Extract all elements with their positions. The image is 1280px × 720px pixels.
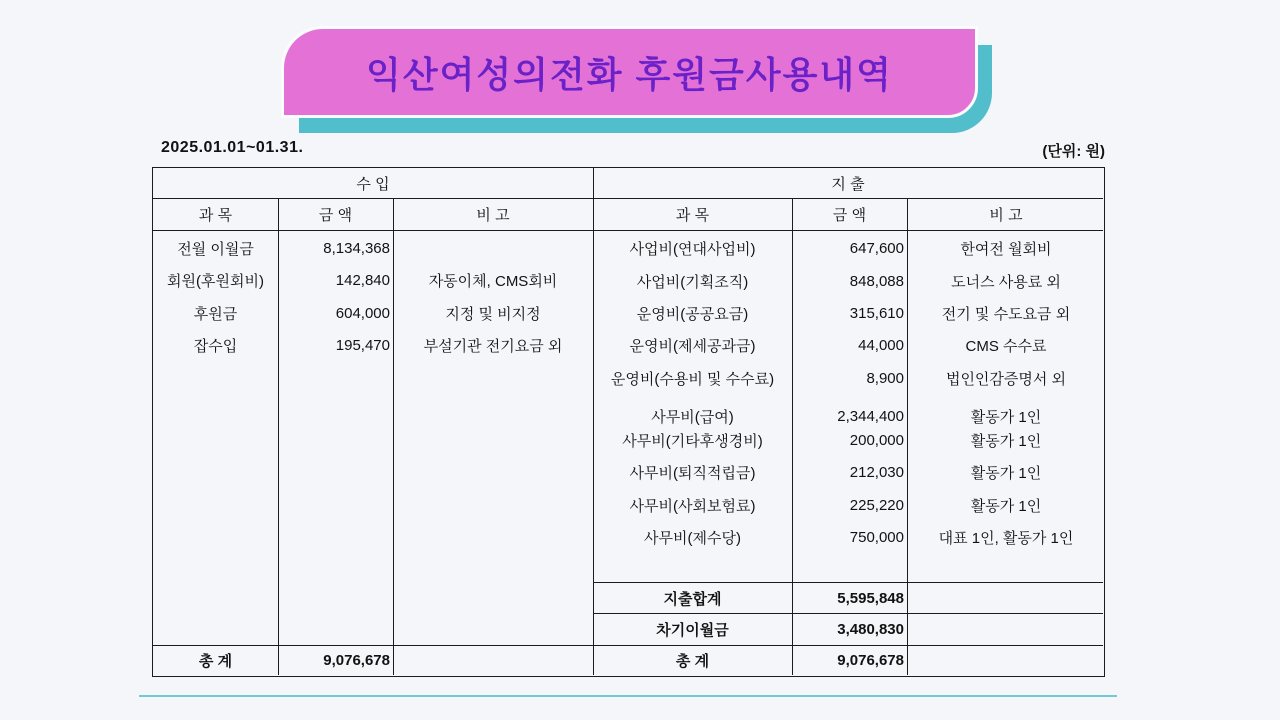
income-note (393, 237, 593, 259)
expense-category: 사업비(기획조직) (636, 273, 749, 291)
expense-col-amount: 금 액 (832, 206, 867, 224)
income-note: 자동이체, CMS회비 (428, 272, 558, 290)
income-row (153, 237, 593, 259)
income-category: 전월 이월금 (177, 240, 254, 258)
income-amount: 195,470 (335, 336, 390, 354)
expense-category: 사무비(사회보험료) (629, 497, 756, 515)
expense-row (593, 429, 1105, 451)
expense-amount: 212,030 (849, 463, 904, 481)
expense-category: 운영비(공공요금) (636, 305, 749, 323)
income-col-category: 과 목 (198, 206, 233, 224)
expense-note: 전기 및 수도요금 외 (941, 305, 1071, 323)
expense-section-header: 지 출 (831, 175, 865, 193)
expense-row (593, 237, 1105, 259)
expense-note: 대표 1인, 활동가 1인 (938, 529, 1074, 547)
expense-total-label: 총 계 (675, 653, 710, 670)
expense-subtotal-label: 지출합계 (663, 590, 722, 608)
income-category: 후원금 (193, 305, 238, 323)
expense-row (593, 405, 1105, 427)
expense-amount: 848,088 (849, 272, 904, 290)
income-note: 지정 및 비지정 (445, 305, 541, 323)
bottom-divider (139, 695, 1117, 697)
expense-category: 사업비(연대사업비) (629, 240, 756, 258)
income-note: 부설기관 전기요금 외 (423, 337, 563, 355)
title-banner (281, 26, 978, 118)
expense-col-note: 비 고 (989, 206, 1023, 224)
expense-total-amount: 9,076,678 (837, 652, 904, 669)
expense-amount: 200,000 (849, 431, 904, 449)
expense-note: 도너스 사용료 외 (951, 273, 1061, 291)
finance-table (152, 167, 1105, 677)
expense-amount: 750,000 (849, 528, 904, 546)
expense-carryover-label: 차기이월금 (656, 622, 729, 639)
expense-category: 사무비(기타후생경비) (622, 432, 763, 450)
expense-note: 한여전 월회비 (960, 240, 1052, 258)
expense-category: 사무비(퇴직적립금) (629, 464, 756, 482)
table-line (153, 230, 1103, 231)
expense-category: 운영비(제세공과금) (629, 337, 756, 355)
expense-row (593, 461, 1105, 483)
income-col-amount: 금 액 (318, 206, 353, 224)
expense-note: CMS 수수료 (965, 337, 1047, 355)
expense-col-category: 과 목 (675, 206, 710, 224)
page-title: 익산여성의전화 후원금사용내역 (366, 53, 893, 95)
expense-amount: 2,344,400 (837, 407, 904, 425)
expense-category: 사무비(제수당) (644, 529, 741, 547)
expense-amount: 44,000 (858, 336, 904, 354)
expense-category: 운영비(수용비 및 수수료) (610, 370, 775, 388)
income-amount: 8,134,368 (323, 239, 390, 257)
income-category: 회원(후원회비) (167, 272, 264, 290)
expense-note: 활동가 1인 (970, 464, 1042, 482)
income-amount: 142,840 (335, 271, 390, 289)
income-row (153, 269, 593, 291)
expense-row (593, 270, 1105, 292)
income-category: 잡수입 (193, 337, 238, 355)
income-row (153, 302, 593, 324)
expense-note: 활동가 1인 (970, 432, 1042, 450)
expense-row (593, 334, 1105, 356)
income-amount: 604,000 (335, 304, 390, 322)
income-row (153, 334, 593, 356)
income-total-label: 총 계 (198, 653, 233, 670)
expense-row (593, 367, 1105, 389)
expense-category: 사무비(급여) (651, 408, 734, 426)
expense-carryover-amount: 3,480,830 (837, 621, 904, 638)
expense-row (593, 494, 1105, 516)
expense-amount: 315,610 (849, 304, 904, 322)
expense-note: 활동가 1인 (970, 408, 1042, 426)
expense-amount: 647,600 (849, 239, 904, 257)
income-col-note: 비 고 (476, 206, 510, 224)
income-section-header: 수 입 (356, 175, 390, 193)
report-period: 2025.01.01~01.31. (161, 139, 304, 156)
expense-row (593, 302, 1105, 324)
expense-note: 활동가 1인 (970, 497, 1042, 515)
income-total-amount: 9,076,678 (323, 652, 390, 669)
expense-note: 법인인감증명서 외 (945, 370, 1067, 388)
expense-amount: 225,220 (849, 496, 904, 514)
unit-label: (단위: 원) (1042, 143, 1105, 160)
expense-subtotal-amount: 5,595,848 (837, 589, 904, 607)
expense-row (593, 526, 1105, 548)
expense-amount: 8,900 (866, 369, 904, 387)
